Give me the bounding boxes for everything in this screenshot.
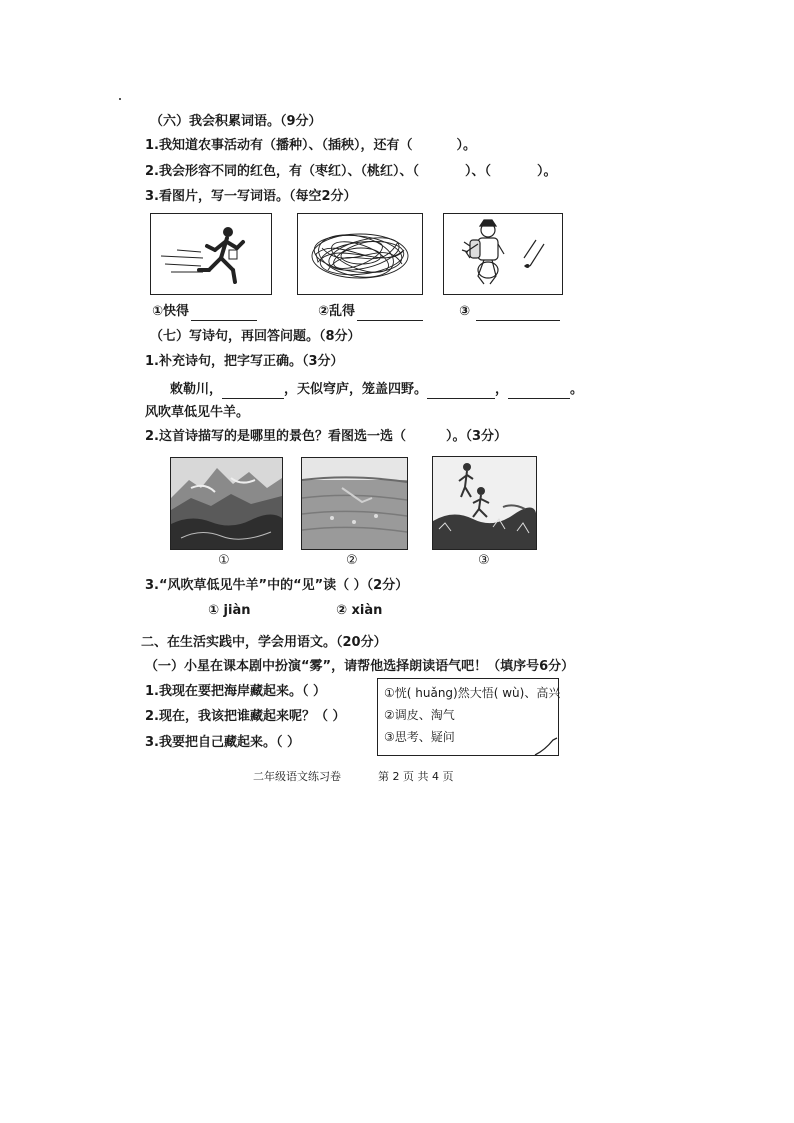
section7-heading: （七）写诗句，再回答问题。（8分）: [150, 329, 361, 344]
footer-page-number: 第 2 页 共 4 页: [378, 770, 454, 783]
mountain-forest-image: [171, 458, 282, 549]
tone-option-1: ①恍( huǎng)然大悟( wù)、高兴: [384, 686, 561, 700]
photo-1-label: ①: [218, 553, 230, 568]
role-line-1: 1.我现在要把海岸藏起来。（ ）: [145, 684, 327, 699]
mountain-forest-photo: [170, 457, 283, 550]
people-field-photo: [432, 456, 537, 550]
poem-blank-2[interactable]: [427, 398, 495, 399]
scribble-drawing: [298, 214, 422, 294]
picture-3-answer: ③: [459, 303, 560, 321]
boy-backpack-drawing: [444, 214, 562, 294]
tone-option-2: ②调皮、淘气: [384, 708, 455, 722]
running-man-picture: [150, 213, 272, 295]
section6-question-2: 2.我会形容不同的红色，有（枣红）、（桃红）、（ ）、（ ）。: [145, 164, 557, 179]
poem-blank-1[interactable]: [222, 398, 284, 399]
part2-subsection-1: （一）小星在课本剧中扮演“雾”，请帮他选择朗读语气吧！（填序号6分）: [145, 659, 575, 674]
pinyin-option-2[interactable]: ② xiàn: [336, 603, 383, 618]
scan-speck: [119, 98, 121, 100]
footer-paper-title: 二年级语文练习卷: [253, 770, 341, 783]
people-field-image: [433, 457, 536, 549]
answer-blank-2[interactable]: [357, 320, 423, 321]
section7-question-2: 2.这首诗描写的是哪里的景色？看图选一选（ ）。（3分）: [145, 429, 508, 444]
scribble-picture: [297, 213, 423, 295]
section7-question-1: 1.补充诗句，把字写正确。（3分）: [145, 354, 344, 369]
running-man-drawing: [151, 214, 271, 294]
section6-question-1: 1.我知道农事活动有（播种）、（插秧），还有（ ）。: [145, 138, 476, 153]
grassland-image: [302, 458, 407, 549]
section7-question-3: 3.“风吹草低见牛羊”中的“见”读（ ）（2分）: [145, 578, 409, 593]
pinyin-option-1[interactable]: ① jiàn: [208, 603, 251, 618]
photo-3-label: ③: [478, 553, 490, 568]
answer-blank-1[interactable]: [191, 320, 257, 321]
role-line-3: 3.我要把自己藏起来。（ ）: [145, 735, 301, 750]
section6-heading: （六）我会积累词语。（9分）: [150, 114, 322, 129]
answer-blank-3[interactable]: [476, 320, 560, 321]
part2-heading: 二、在生活实践中，学会用语文。（20分）: [141, 635, 387, 650]
tone-option-3: ③思考、疑问: [384, 730, 455, 744]
tone-options-card: [377, 678, 559, 756]
role-line-2: 2.现在，我该把谁藏起来呢？（ ）: [145, 709, 346, 724]
grassland-photo: [301, 457, 408, 550]
card-folded-corner: [533, 736, 559, 756]
poem-line-1: 敕勒川， ，天似穹庐，笼盖四野。 ， 。: [170, 382, 584, 397]
section6-question-3: 3.看图片，写一写词语。（每空2分）: [145, 189, 357, 204]
boy-backpack-picture: [443, 213, 563, 295]
picture-1-answer: ①快得: [152, 303, 257, 321]
picture-2-answer: ②乱得: [318, 303, 423, 321]
poem-line-2: 风吹草低见牛羊。: [145, 405, 250, 420]
photo-2-label: ②: [346, 553, 358, 568]
poem-blank-3[interactable]: [508, 398, 570, 399]
